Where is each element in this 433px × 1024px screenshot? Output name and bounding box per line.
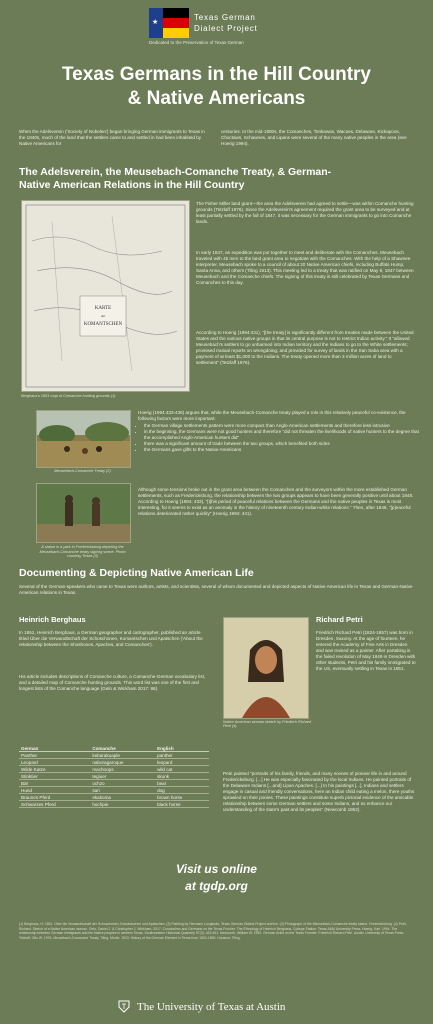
column-header: Comanche (90, 745, 155, 752)
ut-seal-icon (117, 999, 131, 1013)
table-row (19, 773, 209, 780)
table-cell: black horse (155, 801, 209, 808)
factor-item: • the German village settlements pattern were more compact than Anglo-American settlements and therefore less intrusive (144, 423, 422, 429)
painting-caption: Meusebach-Comanche Treaty (2) (54, 469, 111, 473)
table-row (19, 752, 209, 759)
org-dedication: Dedicated to the Preservation of Texas German (149, 40, 244, 45)
svg-text:KOMANTSCHEN: KOMANTSCHEN (83, 322, 123, 327)
svg-text:der: der (100, 314, 106, 318)
table-cell: naboragaroque (90, 759, 155, 766)
header (0, 0, 433, 52)
portrait-caption: Native American woman sketch by Friedrich Richard Petri (4) (223, 720, 312, 729)
section2-heading: Documenting & Depicting Native American Life (19, 567, 254, 579)
portrait-drawing (224, 618, 308, 718)
petri-paragraph-1: Friedrich Richard Petri (1824-1857) was born in Dresden, Saxony. At the age of fourteen, he entered the Academy of Fine Arts in Dresden and was trained as a painter. After partaking in the failed revolution of May 1849 in Dresden with other students, Petri and his family immigrated to the US, eventually settling in Texas in 1851. (316, 630, 416, 671)
treaty-statue-photo (36, 483, 131, 543)
column-header: English (155, 745, 209, 752)
map-caption: Berghaus's 1851 map of Comanche hunting grounds (1) (21, 394, 116, 398)
table-cell: Braunes Pferd (19, 794, 90, 801)
factor-item: • the Germans gave gifts to the Native Americans (144, 447, 422, 453)
section1-heading-line1: The Adelsverein, the Meusebach-Comanche Treaty, & German- (19, 166, 332, 178)
table-cell: Wilde Katze (19, 766, 90, 773)
table-header-row (19, 745, 209, 752)
table-row (19, 787, 209, 794)
table-cell: sari (90, 787, 155, 794)
german-flag-logo-icon: ★ (149, 8, 189, 38)
statue-caption: A statue in a park in Fredericksburg depicting the Meusebach-Comanche treaty signing scene. Photo courtesy Texas (3) (39, 545, 126, 558)
org-name-line2: Dialect Project (194, 24, 258, 33)
berghaus-heading: Heinrich Berghaus (19, 615, 86, 624)
treaty-painting-image (36, 410, 131, 468)
table-cell: Leopard (19, 759, 90, 766)
intro-column-1: When the Adelsverein ('Society of Nobelen') began bringing German immigrants to Texas in the 1840s, much of the land that the settlers came to and settled in had been inhabited by Native Americans for (19, 129, 205, 146)
table-row (19, 794, 209, 801)
petri-paragraph-2: Petri painted "portraits of his family, friends, and many scenes of pioneer life in and around Fredericksburg. [...] He was especially fascinated by the local Indians. He painted portraits of the Delaware Indians [...and] Lipan Apaches. [...] In his paintings [...], Indians and settlers engage in casual and friendly conversations, here an Indian child eating a melon, there youths sprawled on their ponies. These paintings constitute superb pictorial evidence of the amicable relationship between some German settlers and some Indians, and so enhance our understanding of the state's past and its peoples" (Newcomb 1952). (223, 771, 415, 812)
section1-paragraph-5: Although some tensions broke out in the grant area between the Comanches and the surveyors within the more established German settlements, such as Fredericksburg, the relationship between the two groups appears to have been generally positive until about 1848. According to Hoerig (1994: 433), "[t]his period of peaceful relations between the Germans and the native peoples in Texas is most interesting, for it seems to exist as an anomaly in the history of nineteenth century Indian-white relations." Then, after 1848, "[p]eaceful relations deteriorated rather quickly" (Hoerig 1994: 441). (138, 487, 414, 516)
berghaus-map-image (21, 200, 190, 392)
table-cell: hochpie (90, 801, 155, 808)
column-header: German (19, 745, 90, 752)
table-cell: kebarakuaple (90, 752, 155, 759)
references: (1) Berghaus, H. 1851. Über die Verwandtschaft der Schoschonen, Komantschen und Apatschen. (2) Painting by Hermann Lungkwitz, Texas German Dialect Project archive. (3) Photograph of the Meusebach-Comanche treaty statue, Fredericksburg. (4) Petri, Richard. Sketch of a Native American woman. Gelo, Daniel J. & Christopher J. Wickham. 2017. Comanches and Germans on the Texas Frontier: The Ethnology of Heinrich Berghaus. College Station: Texas A&M University Press. Hoerig, Karl. 1994. The relationship between German immigrants and the Native peoples in western Texas. Southwestern Historical Quarterly 97(3): 423-451. Newcomb, William W. 1952. German Artist on the Texas Frontier: Friedrich Richard Petri. Austin: University of Texas Press. Tetzlaff, Otto W. 1976. Meusebach-Comanche Treaty. Tiling, Moritz. 1913. History of the German Element in Texas from 1820-1850. Houston: Tiling. (19, 922, 407, 940)
table-cell: machoops (90, 766, 155, 773)
table-cell: brown horse (155, 794, 209, 801)
factors-list (138, 423, 422, 453)
hoerig-intro: Hoerig (1994:433-436) argues that, while the Meusebach-Comanche treaty played a role in this relatively peaceful co-existence, the following factors were more important: (138, 410, 406, 421)
factor-item: • there was a significant amount of trade between the two groups, which benefited both sides (144, 441, 422, 447)
berghaus-paragraph-1: In 1851, Heinrich Berghaus, a German geographer and cartographer, published an article titled Über die Verwandtschaft der Schoschonen, Komantschen und Apatschen ('About the relationship between the Shoshones, Apaches, and Comanches'). (19, 630, 203, 647)
table-cell: ochzo (90, 780, 155, 787)
poster-title-line1: Texas Germans in the Hill Country (61, 64, 371, 85)
factor-item: • in the beginning, the Germans were not good hunters and therefore "did not threaten the livelihoods of native hunters to the degree that the accomplished Anglo-American hunters did" (144, 429, 422, 441)
table-cell: panther (155, 752, 209, 759)
section1-paragraph-2: In early 1847, an expedition was put together to meet and deliberate with the Comanches. Meusebach traveled with 45 men to the land grant area to negotiate with the Comanches. With the help of a Shawnee interpreter, Meusebach spoke to a council of about 20 Native American chiefs, including Buffalo Hump, Santa Anna, and others (Tiling 1913). This meeting led to a treaty that was ratified on May 9, 1847 between Meusebach and the Comanche chiefs. The signing of this treaty is still celebrated by Texas Germans and Comanches to this day. (196, 250, 414, 285)
table-cell: ekakoma (90, 794, 155, 801)
university-name: The University of Texas at Austin (137, 1001, 286, 1013)
table-cell: Panther (19, 752, 90, 759)
table-cell: dog (155, 787, 209, 794)
table-row (19, 759, 209, 766)
table-cell: wild cat (155, 766, 209, 773)
table-cell: Stinktier (19, 773, 90, 780)
petri-heading: Richard Petri (316, 615, 363, 624)
comanche-vocabulary-table (19, 745, 209, 808)
intro-column-2: centuries. In the mid-1800s, the Comanches, Tonkawas, Wacoes, Delaware, Kickapoos, Choctaws, Schawnes, and Lipans were several of the many native peoples in the area (see Hoerig 1994). (221, 129, 407, 146)
statue-drawing (37, 484, 130, 542)
table-row (19, 780, 209, 787)
section1-heading-line2: Native American Relations in the Hill Country (19, 179, 245, 191)
org-name-line1: Texas German (194, 13, 256, 22)
section1-paragraph-1: The Fisher Miller land grant—the area the Adelsverein had agreed to settle—was within Comanche hunting grounds (Tetzlaff 1976). Since the Adelsverein's agreement required the grant area to be surveyed and at least partially settled by the fall of 1847, it was necessary for the German immigrants to go into Comanche lands. (196, 201, 414, 224)
painting-drawing (37, 411, 130, 467)
table-cell: bear (155, 780, 209, 787)
table-cell: Bär (19, 780, 90, 787)
petri-portrait-image (223, 617, 309, 719)
table-cell: tegiuer (90, 773, 155, 780)
table-cell: skunk (155, 773, 209, 780)
visit-line1: Visit us online (176, 862, 257, 876)
berghaus-paragraph-2: His article includes descriptions of Comanche culture, a Comanche-German vocabulary list, and a detailed map of Comanche hunting grounds. This word list was one of the first and longest lists of the Comanche language (Gelo & Wickham 2017: 86). (19, 674, 206, 691)
table-cell: Schwarzes Pferd (19, 801, 90, 808)
map-drawing (22, 201, 189, 391)
visit-website-link[interactable]: at tgdp.org (185, 879, 248, 893)
section2-intro: Several of the German-speakers who came to Texas were authors, artists, and scientists, several of whom documented and depicted aspects of Native American life in Texas and German-Native American relations in Texas. (19, 584, 413, 595)
section1-paragraph-3: According to Hoerig (1994:431), "[the treaty] is significantly different from treaties made between the United States and the various native groups in that its central purpose is not to restrict Indian activity." It "allowed Meusebach's settlers to go unharmed into Indian territory and the Indians to go to the White settlements; promised mutual reports on wrongdoing; and provided for survey of lands in the San Saba area with a payment of at least $1,000 to the Indians. The treaty opened more than 3 million acres of land to settlement" (Tetzlaff 1976). (196, 330, 414, 365)
table-row (19, 801, 209, 808)
table-cell: Hund (19, 787, 90, 794)
table-cell: leopard (155, 759, 209, 766)
svg-text:KARTE: KARTE (94, 306, 112, 311)
poster-title-line2: & Native Americans (127, 88, 306, 109)
table-row (19, 766, 209, 773)
